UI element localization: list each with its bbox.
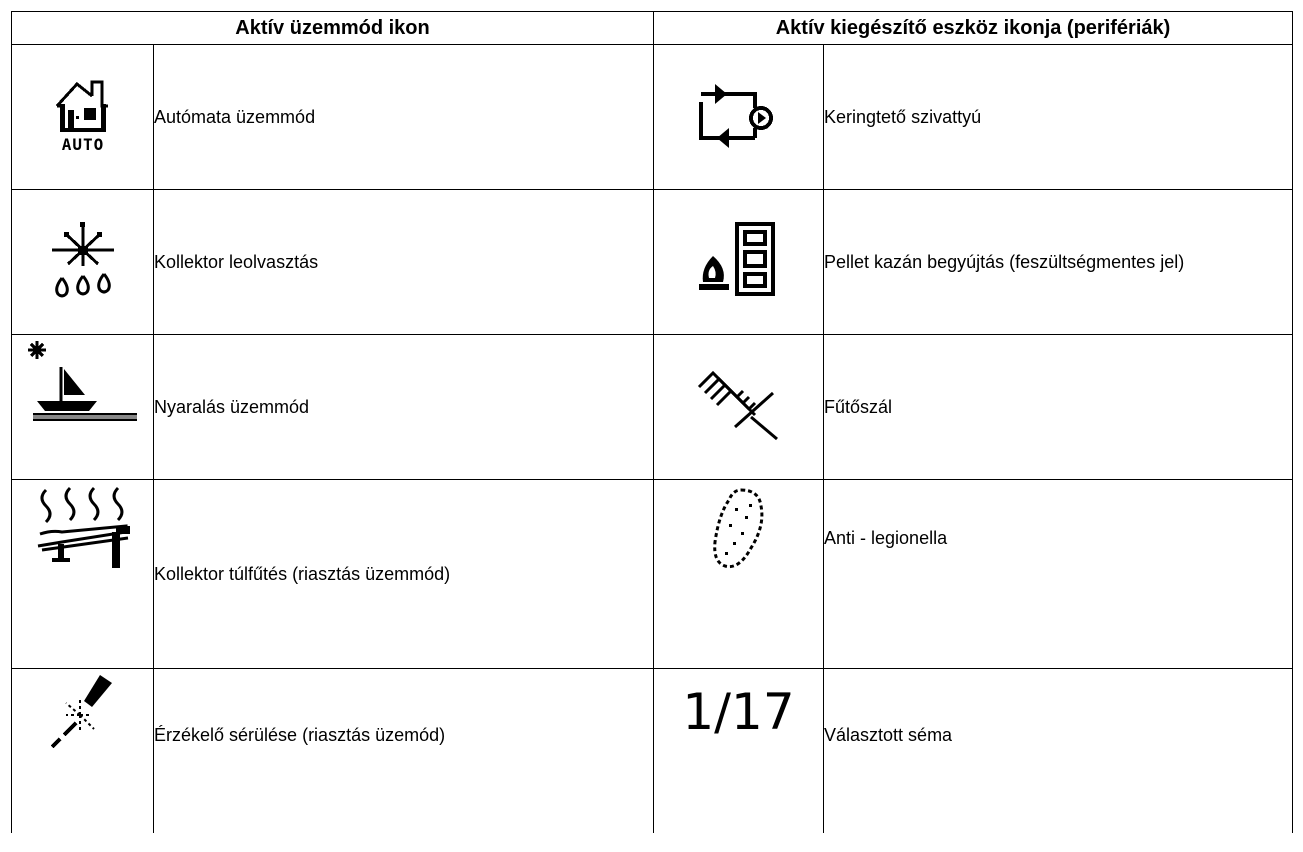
header-peripherals: Aktív kiegészítő eszköz ikonja (perifériák) <box>654 12 1293 45</box>
house-auto-icon <box>52 78 114 157</box>
peripheral-label: Választott séma <box>824 669 1293 834</box>
bacteria-icon <box>711 486 767 577</box>
icon-cell <box>654 335 824 480</box>
sensor-damage-icon <box>48 673 118 758</box>
header-row <box>12 12 1293 45</box>
table-row <box>12 669 1293 834</box>
icon-cell <box>654 669 824 834</box>
icon-cell <box>12 45 154 190</box>
mode-label: Kollektor leolvasztás <box>154 190 654 335</box>
table-row <box>12 480 1293 669</box>
icon-cell <box>654 190 824 335</box>
pellet-boiler-flame-icon <box>695 220 783 305</box>
table-row <box>12 335 1293 480</box>
table-row <box>12 190 1293 335</box>
icon-cell <box>12 480 154 669</box>
icon-cell <box>654 480 824 669</box>
sailboat-sun-icon <box>27 339 139 428</box>
page-background <box>0 0 1303 11</box>
circulation-pump-icon <box>695 80 783 155</box>
table-row <box>12 45 1293 190</box>
scheme-number: 1/17 <box>682 683 795 741</box>
auto-icon-text: AUTO <box>61 134 104 152</box>
mode-label: Nyaralás üzemmód <box>154 335 654 480</box>
peripheral-label: Fűtőszál <box>824 335 1293 480</box>
icon-legend-table <box>11 11 1293 833</box>
icon-cell <box>654 45 824 190</box>
icon-cell <box>12 335 154 480</box>
peripheral-label: Anti - legionella <box>824 480 1293 669</box>
mode-label: Érzékelő sérülése (riasztás üzemód) <box>154 669 654 834</box>
mode-label: Kollektor túlfűtés (riasztás üzemmód) <box>154 480 654 669</box>
header-operating-mode: Aktív üzemmód ikon <box>12 12 654 45</box>
collector-overheat-icon <box>32 486 134 575</box>
icon-cell <box>12 190 154 335</box>
icon-cell <box>12 669 154 834</box>
heating-element-icon <box>691 369 787 446</box>
mode-label: Autómata üzemmód <box>154 45 654 190</box>
peripheral-label: Pellet kazán begyújtás (feszültségmentes jel) <box>824 190 1293 335</box>
peripheral-label: Keringtető szivattyú <box>824 45 1293 190</box>
snowflake-drops-icon <box>50 222 116 303</box>
